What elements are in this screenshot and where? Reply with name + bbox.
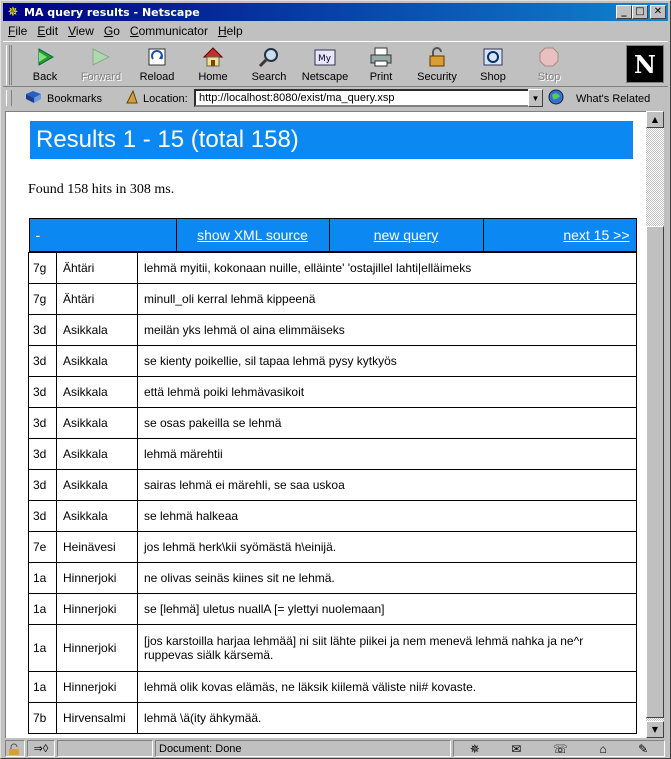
maximize-button[interactable]: □: [632, 5, 648, 19]
location-name: Ähtäri: [57, 253, 138, 284]
home-icon: [201, 45, 225, 69]
location-name: Hinnerjoki: [57, 594, 138, 625]
component-navigator-icon[interactable]: ✵: [469, 741, 480, 756]
new-query-link[interactable]: new query: [373, 227, 439, 243]
menu-communicator[interactable]: Communicator: [129, 24, 208, 38]
search-icon: [257, 45, 281, 69]
result-row: [29, 315, 637, 346]
status-bar: [3, 738, 668, 758]
padlock-icon: [425, 45, 449, 69]
result-row: [29, 532, 637, 563]
location-name: Hirvensalmi: [57, 703, 138, 734]
whats-related-icon: [548, 89, 572, 108]
location-name: Asikkala: [57, 315, 138, 346]
hits-summary: Found 158 hits in 308 ms.: [28, 182, 175, 197]
results-table: [28, 218, 637, 734]
result-text: se osas pakeilla se lehmä: [138, 408, 637, 439]
navigation-toolbar: [3, 41, 668, 87]
print-button[interactable]: Print: [353, 44, 409, 86]
dialect-code: 1a: [29, 594, 57, 625]
shop-icon: [481, 45, 505, 69]
location-name: Heinävesi: [57, 532, 138, 563]
result-text: lehmä olik kovas elämäs, ne läksik kiilemä väliste nii# kovaste.: [138, 672, 637, 703]
dialect-code: 1a: [29, 563, 57, 594]
netscape-logo[interactable]: N: [626, 45, 664, 83]
printer-icon: [369, 45, 393, 69]
progress-bar: [57, 740, 153, 757]
component-groups-icon[interactable]: ☏: [552, 741, 568, 756]
title-bar[interactable]: [3, 3, 668, 21]
location-name: Asikkala: [57, 377, 138, 408]
menu-edit[interactable]: Edit: [37, 24, 59, 38]
url-dropdown-button[interactable]: ▼: [528, 89, 543, 107]
connection-status-icon: ⇒◊: [27, 740, 55, 757]
location-name: Asikkala: [57, 501, 138, 532]
location-toolbar: [3, 88, 668, 108]
result-text: meilän yks lehmä ol aina elimmäiseks: [138, 315, 637, 346]
result-text: jos lehmä herk\kii syömästä h\einijä.: [138, 532, 637, 563]
menu-bar: [3, 22, 248, 40]
result-row: [29, 703, 637, 734]
prev-results-cell: -: [29, 219, 176, 252]
dialect-code: 1a: [29, 672, 57, 703]
dialect-code: 3d: [29, 470, 57, 501]
show-xml-source-link[interactable]: show XML source: [197, 227, 308, 243]
dialect-code: 7g: [29, 284, 57, 315]
dialect-code: 7b: [29, 703, 57, 734]
location-name: Hinnerjoki: [57, 672, 138, 703]
bookmarks-icon: [25, 90, 43, 107]
forward-button[interactable]: Forward: [73, 44, 129, 86]
my-netscape-icon: [313, 45, 337, 69]
menu-go[interactable]: Go: [103, 24, 120, 38]
dialect-code: 1a: [29, 625, 57, 672]
result-text: [jos karstoilla harjaa lehmää] ni siit lähte piikei ja nem menevä lehmä nahka ja ne^r ruppevas siälk kärsemä.: [138, 625, 637, 672]
menu-file[interactable]: File: [8, 24, 28, 38]
location-name: Hinnerjoki: [57, 625, 138, 672]
result-row: [29, 501, 637, 532]
next-results-link[interactable]: next 15 >>: [563, 227, 630, 243]
menu-view[interactable]: View: [68, 24, 94, 38]
location-grip[interactable]: [6, 90, 12, 106]
result-text: se [lehmä] uletus nuallA [= ylettyi nuolemaan]: [138, 594, 637, 625]
results-heading: Results 1 - 15 (total 158): [30, 121, 633, 159]
scroll-up-button[interactable]: ▲: [646, 111, 664, 128]
bookmarks-button[interactable]: Bookmarks: [25, 90, 102, 107]
component-address-icon[interactable]: ⌂: [599, 741, 607, 756]
result-row: [29, 284, 637, 315]
dialect-code: 3d: [29, 346, 57, 377]
security-button[interactable]: Security: [409, 44, 465, 86]
result-row: [29, 377, 637, 408]
component-bar: [453, 740, 665, 757]
netscape-app-icon: ✵: [7, 4, 19, 20]
back-button[interactable]: Back: [17, 44, 73, 86]
location-name: Ähtäri: [57, 284, 138, 315]
result-text: lehmä myitii, kokonaan nuille, elläinte' 'ostajillel lahti|elläimeks: [138, 253, 637, 284]
search-button[interactable]: Search: [241, 44, 297, 86]
url-input[interactable]: http://localhost:8080/exist/ma_query.xsp: [194, 89, 542, 107]
result-row: [29, 470, 637, 501]
scroll-thumb[interactable]: [646, 226, 664, 718]
location-name: Asikkala: [57, 408, 138, 439]
dialect-code: 3d: [29, 315, 57, 346]
window-title: MA query results - Netscape: [24, 5, 200, 19]
location-name: Hinnerjoki: [57, 563, 138, 594]
result-row: [29, 439, 637, 470]
result-text: lehmä \ä(ity ähkymää.: [138, 703, 637, 734]
location-name: Asikkala: [57, 346, 138, 377]
vertical-scrollbar[interactable]: [646, 111, 664, 738]
stop-button[interactable]: Stop: [521, 44, 577, 86]
page-content: [5, 111, 646, 738]
menu-help[interactable]: Help: [217, 24, 243, 38]
result-row: [29, 625, 637, 672]
shop-button[interactable]: Shop: [465, 44, 521, 86]
result-row: [29, 346, 637, 377]
forward-arrow-icon: [89, 45, 113, 69]
location-name: Asikkala: [57, 470, 138, 501]
reload-icon: [145, 45, 169, 69]
netscape-button[interactable]: My Netscape: [297, 44, 353, 86]
minimize-button[interactable]: _: [616, 5, 632, 19]
back-arrow-icon: [33, 45, 57, 69]
dialect-code: 3d: [29, 408, 57, 439]
close-button[interactable]: ✕: [650, 5, 666, 19]
result-text: minull_oli kerral lehmä kippeenä: [138, 284, 637, 315]
stop-icon: [537, 45, 561, 69]
toolbar-grip[interactable]: [6, 45, 12, 85]
result-row: [29, 594, 637, 625]
result-text: lehmä märehtii: [138, 439, 637, 470]
whats-related-button[interactable]: What's Related: [548, 89, 650, 108]
result-text: se lehmä halkeaa: [138, 501, 637, 532]
result-text: se kienty poikellie, sil tapaa lehmä pysy kytkyös: [138, 346, 637, 377]
status-text: Document: Done: [155, 740, 451, 757]
security-status-icon[interactable]: [5, 740, 25, 757]
component-composer-icon[interactable]: ✎: [638, 741, 649, 756]
svg-text:My: My: [318, 54, 332, 64]
dialect-code: 3d: [29, 377, 57, 408]
result-text: että lehmä poiki lehmävasikoit: [138, 377, 637, 408]
dialect-code: 3d: [29, 439, 57, 470]
home-button[interactable]: Home: [185, 44, 241, 86]
dialect-code: 7e: [29, 532, 57, 563]
result-row: [29, 563, 637, 594]
page-proxy-icon[interactable]: [125, 90, 139, 107]
result-text: ne olivas seinäs kiines sit ne lehmä.: [138, 563, 637, 594]
results-nav-row: [29, 218, 637, 253]
location-label: Location:: [125, 90, 188, 107]
result-row: [29, 253, 637, 284]
location-name: Asikkala: [57, 439, 138, 470]
scroll-down-button[interactable]: ▼: [646, 721, 664, 738]
result-text: sairas lehmä ei märehli, se saa uskoa: [138, 470, 637, 501]
result-row: [29, 408, 637, 439]
reload-button[interactable]: Reload: [129, 44, 185, 86]
result-row: [29, 672, 637, 703]
dialect-code: 3d: [29, 501, 57, 532]
component-mail-icon[interactable]: ✉: [511, 741, 522, 756]
dialect-code: 7g: [29, 253, 57, 284]
